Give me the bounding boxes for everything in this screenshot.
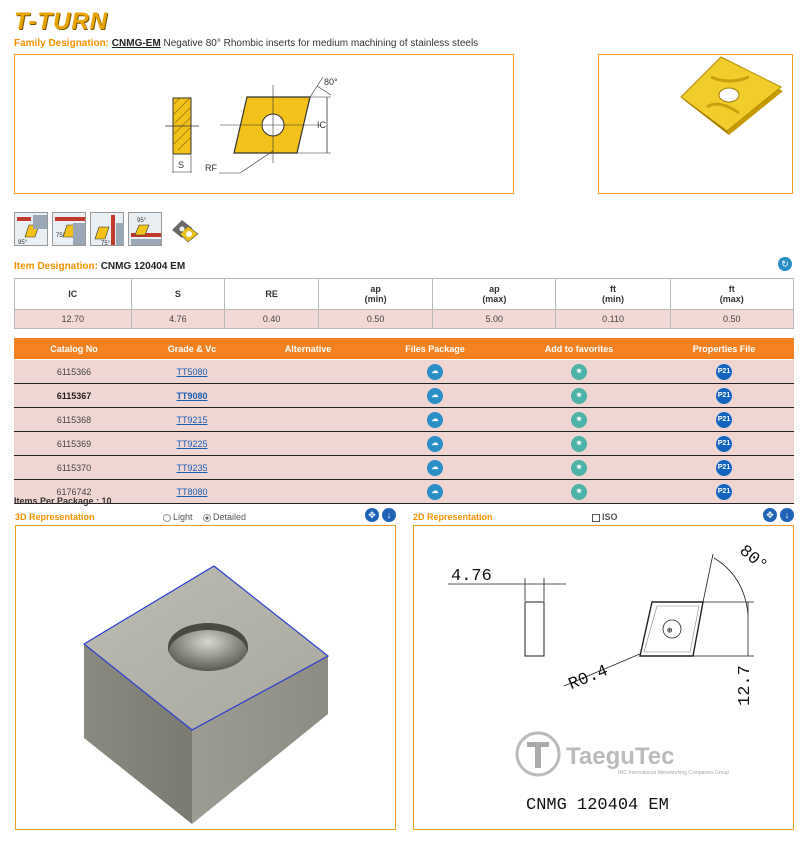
item-designation-label: Item Designation: [14, 261, 98, 272]
download-icon[interactable]: ↓ [382, 508, 396, 522]
grade-link[interactable]: TT5080 [176, 366, 208, 377]
catalog-header: Catalog No [14, 338, 134, 360]
rep2d-tools [760, 508, 794, 522]
rep3d-viewer[interactable] [15, 525, 396, 830]
table-row[interactable] [14, 360, 794, 384]
spec-value: 0.110 [556, 310, 670, 329]
refresh-icon[interactable]: ↻ [778, 257, 792, 271]
alternative-cell [250, 360, 366, 384]
spec-table [14, 278, 794, 329]
alternative-cell [250, 408, 366, 432]
catalog-header: Grade & Vc [134, 338, 250, 360]
files-package-icon[interactable]: ☁ [427, 436, 443, 452]
add-favorite-icon[interactable]: ★ [571, 388, 587, 404]
designation-text: CNMG 120404 EM [526, 796, 669, 815]
table-row[interactable] [14, 408, 794, 432]
angle-dim: 80° [734, 541, 771, 577]
catalog-header: Files Package [366, 338, 504, 360]
brand-subtitle: IMC International Metalworking Companies Group [618, 770, 729, 776]
grade-link[interactable]: TT9215 [176, 414, 208, 425]
brand-name: TaeguTec [566, 743, 675, 770]
angle-label: 80° [324, 77, 338, 87]
thickness-dim: 4.76 [451, 567, 492, 586]
items-per-package: Items Per Package : 10 [14, 496, 112, 506]
table-row[interactable] [14, 432, 794, 456]
table-row[interactable] [14, 384, 794, 408]
add-favorite-icon[interactable]: ★ [571, 460, 587, 476]
thumbnail-turning-95[interactable] [14, 212, 48, 246]
catalog-no: 6115366 [14, 360, 134, 384]
spec-value: 0.50 [670, 310, 793, 329]
radius-dim: R0.4 [566, 662, 612, 695]
catalog-no: 6115369 [14, 432, 134, 456]
family-code-link[interactable]: CNMG-EM [111, 38, 161, 49]
add-favorite-icon[interactable]: ★ [571, 412, 587, 428]
spec-header: IC [15, 279, 132, 310]
grade-link[interactable]: TT8080 [176, 486, 208, 497]
spec-header: S [131, 279, 225, 310]
files-package-icon[interactable]: ☁ [427, 460, 443, 476]
svg-text:⊛: ⊛ [667, 626, 673, 636]
grade-link[interactable]: TT9225 [176, 438, 208, 449]
p21-icon[interactable]: P21 [716, 460, 732, 476]
svg-text:75°: 75° [56, 233, 66, 239]
spec-header: ap (min) [319, 279, 433, 310]
svg-text:95°: 95° [18, 240, 28, 246]
alternative-cell [250, 456, 366, 480]
insert-dimension-drawing [15, 55, 513, 193]
taegutec-logo-icon [517, 733, 559, 775]
item-designation-value: CNMG 120404 EM [100, 261, 186, 272]
thumbnail-turning-75[interactable] [52, 212, 86, 246]
fullscreen-icon[interactable]: ✥ [365, 508, 379, 522]
files-package-icon[interactable]: ☁ [427, 484, 443, 500]
light-radio[interactable] [163, 514, 171, 522]
spec-header: ft (min) [556, 279, 670, 310]
ic-label: IC [317, 120, 326, 130]
files-package-icon[interactable]: ☁ [427, 364, 443, 380]
add-favorite-icon[interactable]: ★ [571, 484, 587, 500]
insert-2d-drawing [414, 526, 793, 829]
family-label: Family Designation: [14, 38, 110, 49]
catalog-no: 6115368 [14, 408, 134, 432]
detailed-option[interactable] [203, 512, 246, 522]
table-row[interactable] [14, 480, 794, 504]
alternative-cell [250, 432, 366, 456]
catalog-header-row [14, 338, 794, 360]
rep2d-title: 2D Representation [413, 512, 493, 522]
fullscreen-icon[interactable]: ✥ [763, 508, 777, 522]
insert-photo [599, 55, 792, 193]
rep2d-viewer[interactable] [413, 525, 794, 830]
t-turn-logo: T-TURN [14, 8, 108, 35]
family-designation [14, 38, 478, 49]
catalog-no: 6176742 [14, 480, 134, 504]
p21-icon[interactable]: P21 [716, 412, 732, 428]
spec-value: 5.00 [433, 310, 556, 329]
catalog-table [14, 338, 794, 504]
spec-value: 4.76 [131, 310, 225, 329]
rep3d-tools [362, 508, 396, 522]
iso-option[interactable] [592, 512, 618, 522]
spec-header-row [15, 279, 794, 310]
alternative-cell [250, 384, 366, 408]
light-label: Light [173, 512, 193, 522]
alternative-cell [250, 480, 366, 504]
svg-text:95°: 95° [137, 218, 147, 224]
detailed-radio[interactable] [203, 514, 211, 522]
application-thumbnails [14, 212, 200, 246]
ic-dim: 12.7 [736, 665, 755, 706]
p21-icon[interactable]: P21 [716, 436, 732, 452]
spec-header: ap (max) [433, 279, 556, 310]
catalog-header: Alternative [250, 338, 366, 360]
spec-header: ft (max) [670, 279, 793, 310]
download-icon[interactable]: ↓ [780, 508, 794, 522]
rep3d-title: 3D Representation [15, 512, 95, 522]
catalog-no: 6115367 [14, 384, 134, 408]
insert-photo-panel [598, 54, 793, 194]
iso-label: ISO [602, 512, 618, 522]
thumbnail-insert-icon[interactable] [166, 212, 200, 246]
grade-link[interactable]: TT9235 [176, 462, 208, 473]
add-favorite-icon[interactable]: ★ [571, 364, 587, 380]
s-label: S [178, 160, 185, 170]
catalog-no: 6115370 [14, 456, 134, 480]
insert-3d-model [16, 526, 395, 829]
p21-icon[interactable]: P21 [716, 484, 732, 500]
p21-icon[interactable]: P21 [716, 364, 732, 380]
files-package-icon[interactable]: ☁ [427, 388, 443, 404]
spec-header: RE [225, 279, 319, 310]
thumbnail-facing-75[interactable] [90, 212, 124, 246]
thumbnail-boring-95[interactable] [128, 212, 162, 246]
detailed-label: Detailed [213, 512, 247, 522]
item-designation [14, 261, 185, 272]
iso-checkbox[interactable] [592, 514, 600, 522]
catalog-header: Properties File [654, 338, 794, 360]
technical-drawing-panel [14, 54, 514, 194]
spec-value: 12.70 [15, 310, 132, 329]
files-package-icon[interactable]: ☁ [427, 412, 443, 428]
add-favorite-icon[interactable]: ★ [571, 436, 587, 452]
family-description: Negative 80° Rhombic inserts for medium machining of stainless steels [163, 38, 479, 49]
grade-link[interactable]: TT9080 [176, 390, 208, 401]
table-row[interactable] [14, 456, 794, 480]
svg-text:75°: 75° [101, 241, 111, 247]
p21-icon[interactable]: P21 [716, 388, 732, 404]
spec-value: 0.50 [319, 310, 433, 329]
light-option[interactable] [163, 512, 193, 522]
rf-label: RF [205, 163, 217, 173]
spec-value-row [15, 310, 794, 329]
spec-value: 0.40 [225, 310, 319, 329]
catalog-header: Add to favorites [504, 338, 654, 360]
